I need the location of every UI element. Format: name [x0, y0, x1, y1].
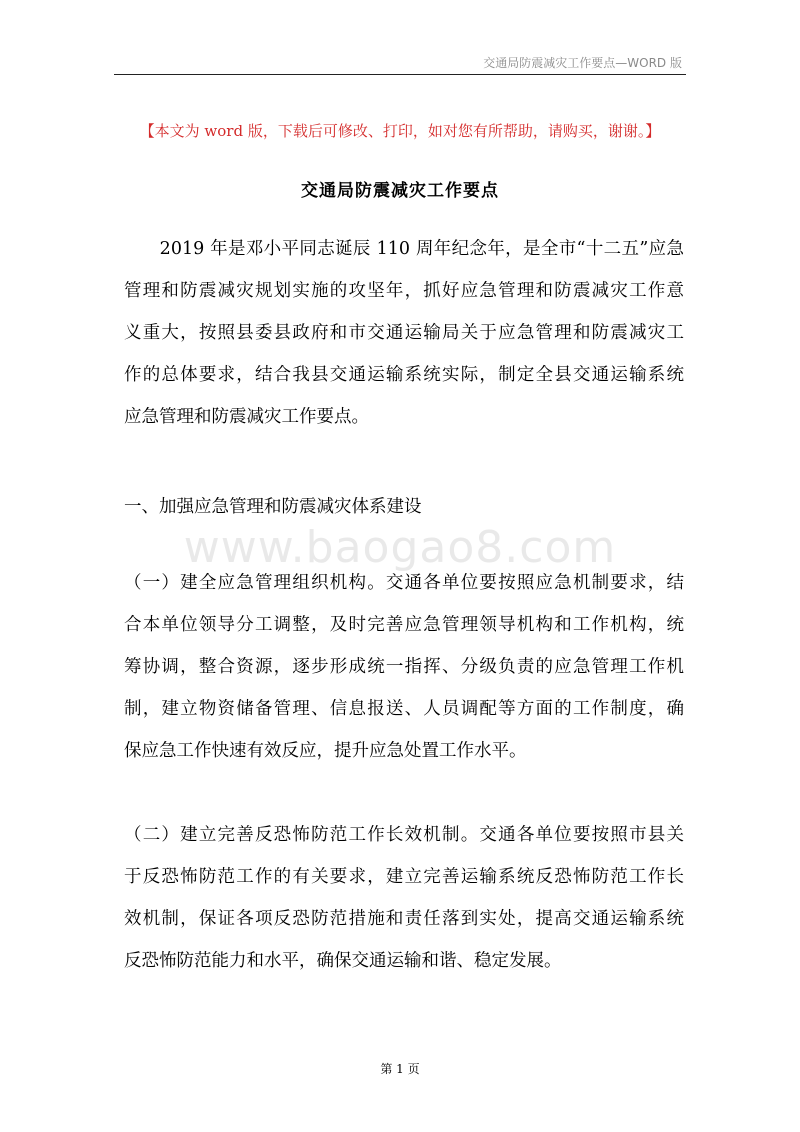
paragraph-line: 管理和防震减灾规划实施的攻坚年，抓好应急管理和防震减灾工作意: [124, 281, 684, 301]
paragraph-line: 2019 年是邓小平同志诞辰 110 周年纪念年，是全市“十二五”应急: [124, 239, 684, 259]
paragraph-line: 保应急工作快速有效反应，提升应急处置工作水平。: [124, 741, 527, 761]
purchase-notice: 【本文为 word 版，下载后可修改、打印，如对您有所帮助，请购买，谢谢。】: [139, 122, 661, 140]
paragraph-line: （二）建立完善反恐怖防范工作长效机制。交通各单位要按照市县关: [124, 825, 684, 845]
paragraph-line: 义重大，按照县委县政府和市交通运输局关于应急管理和防震减灾工: [124, 323, 684, 343]
paragraph-line: （一）建全应急管理组织机构。交通各单位要按照应急机制要求，结: [124, 573, 684, 593]
subsection-2-paragraph: [124, 814, 684, 982]
paragraph-line: 合本单位领导分工调整，及时完善应急管理领导机构和工作机构，统: [124, 615, 684, 635]
paragraph-line: 作的总体要求，结合我县交通运输系统实际，制定全县交通运输系统: [124, 365, 684, 385]
page-number: 第 1 页: [380, 1062, 420, 1076]
paragraph-line: 效机制，保证各项反恐防范措施和责任落到实处，提高交通运输系统: [124, 909, 684, 929]
paragraph-line: 反恐怖防范能力和水平，确保交通运输和谐、稳定发展。: [124, 951, 562, 971]
intro-paragraph: [124, 228, 684, 438]
paragraph-line: 筹协调，整合资源，逐步形成统一指挥、分级负责的应急管理工作机: [124, 657, 684, 677]
section-heading: 一、加强应急管理和防震减灾体系建设: [124, 497, 422, 517]
paragraph-line: 应急管理和防震减灾工作要点。: [124, 407, 369, 427]
paragraph-line: 制，建立物资储备管理、信息报送、人员调配等方面的工作制度，确: [124, 699, 684, 719]
document-title: 交通局防震减灾工作要点: [301, 181, 499, 201]
paragraph-line: 于反恐怖防范工作的有关要求，建立完善运输系统反恐怖防范工作长: [124, 867, 684, 887]
running-header: 交通局防震减灾工作要点—WORD 版: [483, 56, 682, 70]
subsection-1-paragraph: [124, 562, 684, 772]
header-divider: [114, 74, 686, 75]
watermark-text: www.baogao8.com: [183, 522, 617, 573]
